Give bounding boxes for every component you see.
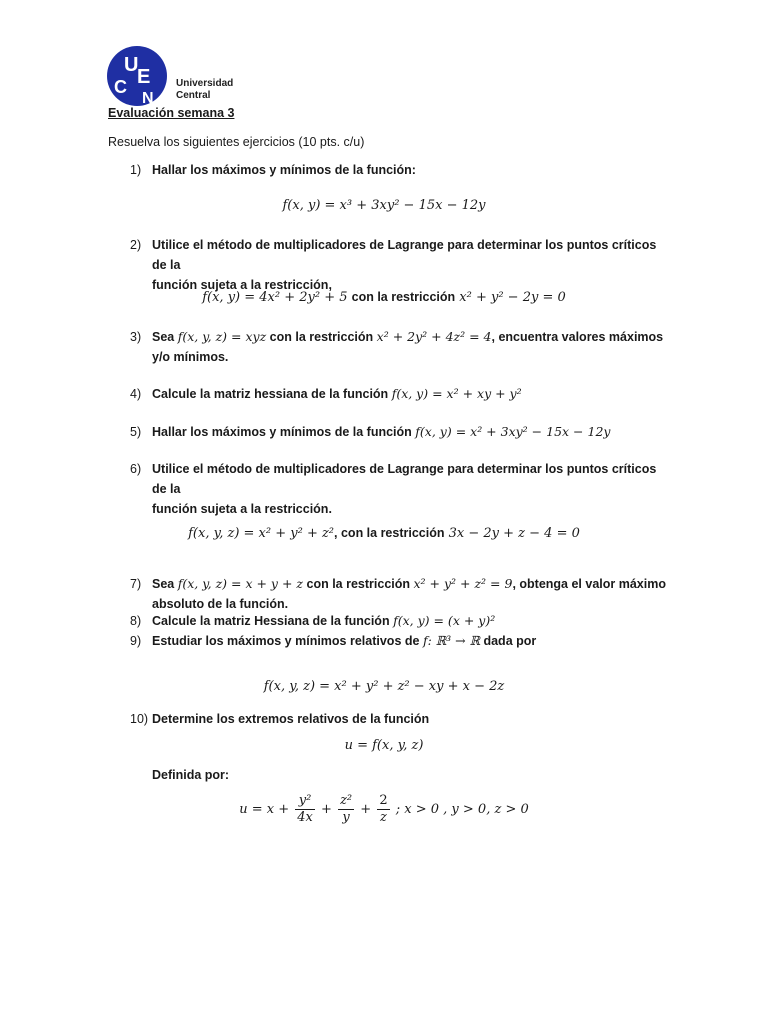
exercise-3-tail-line2: y/o mínimos.: [152, 350, 229, 364]
exercise-2-number: 2): [130, 238, 142, 252]
exercise-4-text: [152, 384, 672, 404]
fraction-z2-over-y: [338, 793, 354, 826]
logo-name: [176, 78, 233, 102]
exercise-10-text: Determine los extremos relativos de la función: [152, 712, 430, 726]
fraction-1-numerator: y²: [295, 793, 315, 810]
exercise-8-label: Calcule la matriz Hessiana de la función: [152, 614, 390, 628]
exercise-10-formula: u = f(x, y, z): [344, 738, 424, 753]
exercise-7-tail-line2: absoluto de la función.: [152, 597, 289, 611]
fraction-y2-over-4x: [295, 793, 315, 826]
exercise-3-function: f(x, y, z) = xyz: [177, 329, 267, 344]
exercise-1-text: Hallar los máximos y mínimos de la función:: [152, 163, 416, 177]
exercise-10-u-formula: [0, 793, 768, 826]
exercise-4-formula: f(x, y) = x² + xy + y²: [391, 386, 522, 401]
exercise-10-domain: ; x > 0 , y > 0, z > 0: [395, 802, 529, 817]
exercise-9-text: [152, 631, 672, 651]
logo-letter-e: E: [137, 66, 151, 88]
exercise-2-function: f(x, y) = 4x² + 2y² + 5: [202, 290, 348, 305]
fraction-2-numerator: z²: [340, 793, 353, 808]
exercise-7-function: f(x, y, z) = x + y + z: [177, 576, 304, 591]
exercise-5-formula: f(x, y) = x² + 3xy² − 15x − 12y: [415, 424, 611, 439]
exercise-10-number: 10): [130, 712, 149, 726]
exercise-7-connector: con la restricción: [306, 577, 411, 591]
exercise-8-formula: f(x, y) = (x + y)²: [393, 613, 496, 628]
exercise-2-formula: [0, 290, 768, 305]
logo-letter-n: N: [142, 90, 154, 107]
exercise-8-text: [152, 611, 672, 631]
exercise-7-constraint: x² + y² + z² = 9: [413, 576, 513, 591]
exercise-5-number: 5): [130, 425, 142, 439]
exercise-6-connector: , con la restricción: [334, 526, 445, 540]
exercise-3-tail: , encuentra valores máximos: [491, 330, 664, 344]
instructions: Resuelva los siguientes ejercicios (10 pts. c/u): [108, 135, 365, 149]
fraction-3-denominator: z: [380, 810, 387, 825]
exercise-6-formula: [0, 526, 768, 541]
exercise-9-number: 9): [130, 634, 142, 648]
fraction-1-denominator: 4x: [297, 810, 313, 825]
exercise-2-text-line2: función sujeta a la restricción,: [152, 278, 332, 292]
exercise-2-text-line1: Utilice el método de multiplicadores de Lagrange para determinar los puntos críticos de la: [152, 238, 657, 272]
exercise-2-constraint: x² + y² − 2y = 0: [459, 290, 566, 305]
exercise-2-text: [152, 235, 672, 295]
exercise-6-text: [152, 459, 672, 519]
logo-letter-c: C: [114, 77, 127, 97]
plus-sign-1: +: [321, 802, 332, 817]
exercise-10-u-pre: u = x +: [239, 802, 290, 817]
logo-letter-u: U: [124, 54, 139, 76]
page-title: Evaluación semana 3: [108, 106, 235, 120]
exercise-6-number: 6): [130, 462, 142, 476]
exercise-9-tail: dada por: [483, 634, 537, 648]
exercise-5-text: [152, 422, 672, 442]
exercise-5-label: Hallar los máximos y mínimos de la función: [152, 425, 412, 439]
plus-sign-2: +: [360, 802, 372, 817]
exercise-9-mapping: f: ℝ³ → ℝ: [422, 633, 480, 648]
exercise-2-connector: con la restricción: [351, 290, 456, 304]
exercise-9-formula: f(x, y, z) = x² + y² + z² − xy + x − 2z: [263, 679, 505, 694]
exercise-7-tail: , obtenga el valor máximo: [512, 577, 666, 591]
exercise-10-defined-by: Definida por:: [152, 768, 230, 782]
exercise-7-lead: Sea: [152, 577, 175, 591]
exercise-8-number: 8): [130, 614, 142, 628]
fraction-2-over-z: [377, 793, 389, 826]
exercise-6-text-line2: función sujeta a la restricción.: [152, 502, 332, 516]
exercise-1-number: 1): [130, 163, 142, 177]
fraction-3-numerator: 2: [379, 793, 388, 808]
logo-name-line2: Central: [176, 90, 211, 101]
exercise-3-constraint: x² + 2y² + 4z² = 4: [376, 329, 492, 344]
exercise-6-constraint: 3x − 2y + z − 4 = 0: [448, 526, 580, 541]
exercise-3-lead: Sea: [152, 330, 175, 344]
exercise-1-formula: f(x, y) = x³ + 3xy² − 15x − 12y: [282, 198, 486, 213]
fraction-2-denominator: y: [342, 810, 350, 825]
exercise-4-number: 4): [130, 387, 142, 401]
exercise-9-label: Estudiar los máximos y mínimos relativos de: [152, 634, 420, 648]
exercise-3-number: 3): [130, 330, 142, 344]
logo-name-line1: Universidad: [176, 78, 234, 89]
exercise-6-function: f(x, y, z) = x² + y² + z²: [188, 526, 335, 541]
exercise-7-number: 7): [130, 577, 142, 591]
exercise-6-text-line1: Utilice el método de multiplicadores de Lagrange para determinar los puntos críticos de la: [152, 462, 657, 496]
exercise-7-text: [152, 574, 672, 614]
exercise-3-text: [152, 327, 672, 367]
exercise-3-connector: con la restricción: [269, 330, 374, 344]
exercise-4-label: Calcule la matriz hessiana de la función: [152, 387, 389, 401]
